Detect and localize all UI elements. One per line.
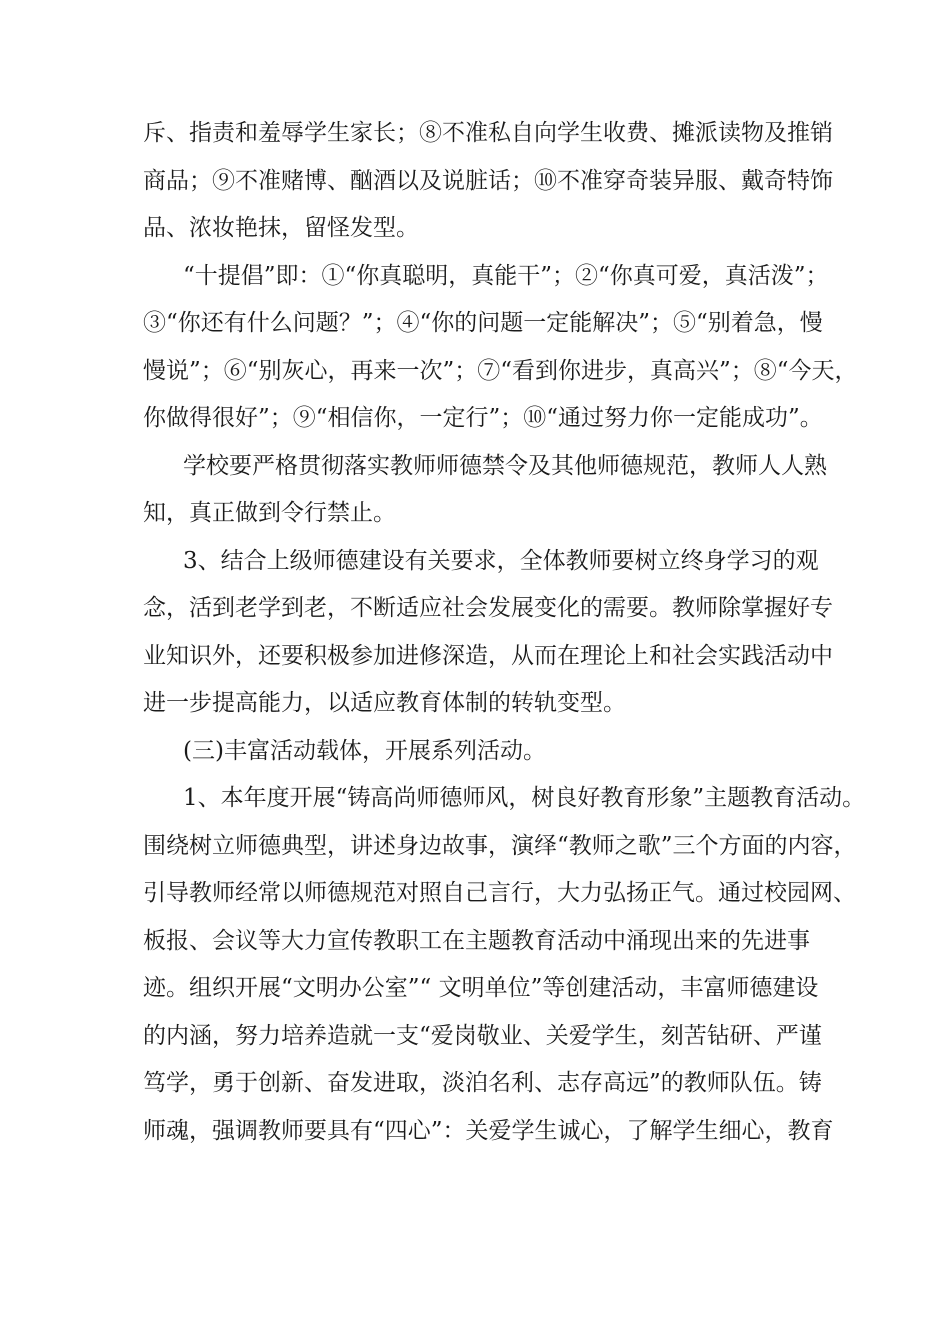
text-line: ③“你还有什么问题？”；④“你的问题一定能解决”；⑤“别着急，慢 xyxy=(143,310,823,336)
text-line: 的内涵，努力培养造就一支“爱岗敬业、关爱学生，刻苦钻研、严谨 xyxy=(143,1022,822,1049)
text-line: 3、结合上级师德建设有关要求，全体教师要树立终身学习的观 xyxy=(183,547,819,574)
text-line: 进一步提高能力，以适应教育体制的转轨变型。 xyxy=(143,690,626,716)
text-line: 商品；⑨不准赌博、酗酒以及说脏话；⑩不准穿奇装异服、戴奇特饰 xyxy=(143,167,833,194)
text-line: 围绕树立师德典型，讲述身边故事，演绎“教师之歌”三个方面的内容， xyxy=(143,832,857,859)
text-line: “十提倡”即：①“你真聪明，真能干”；②“你真可爱，真活泼”； xyxy=(183,262,829,289)
text-line: 你做得很好”；⑨“相信你，一定行”；⑩“通过努力你一定能成功”。 xyxy=(143,405,823,431)
text-line: 斥、指责和羞辱学生家长；⑧不准私自向学生收费、摊派读物及推销 xyxy=(143,120,833,146)
text-line: 品、浓妆艳抹，留怪发型。 xyxy=(143,215,419,241)
text-line: 学校要严格贯彻落实教师师德禁令及其他师德规范，教师人人熟 xyxy=(183,452,827,479)
text-line: 业知识外，还要积极参加进修深造，从而在理论上和社会实践活动中 xyxy=(143,642,833,669)
document-body xyxy=(143,110,866,1155)
text-line: 笃学，勇于创新、奋发进取，淡泊名利、志存高远”的教师队伍。铸 xyxy=(143,1070,822,1096)
text-line: 板报、会议等大力宣传教职工在主题教育活动中涌现出来的先进事 xyxy=(143,927,810,954)
text-line: 师魂，强调教师要具有“四心”：关爱学生诚心，了解学生细心，教育 xyxy=(143,1117,834,1144)
text-line: (三)丰富活动载体，开展系列活动。 xyxy=(183,737,546,764)
text-line: 迹。组织开展“文明办公室”“ 文明单位”等创建活动，丰富师德建设 xyxy=(143,975,819,1001)
text-line: 1、本年度开展“铸高尚师德师风，树良好教育形象”主题教育活动。 xyxy=(183,785,866,811)
text-line: 引导教师经常以师德规范对照自己言行，大力弘扬正气。通过校园网、 xyxy=(143,880,856,906)
text-line: 慢说”；⑥“别灰心，再来一次”；⑦“看到你进步，真高兴”；⑧“今天， xyxy=(143,357,858,384)
text-line: 知，真正做到令行禁止。 xyxy=(143,500,396,526)
text-line: 念，活到老学到老，不断适应社会发展变化的需要。教师除掌握好专 xyxy=(143,595,833,621)
